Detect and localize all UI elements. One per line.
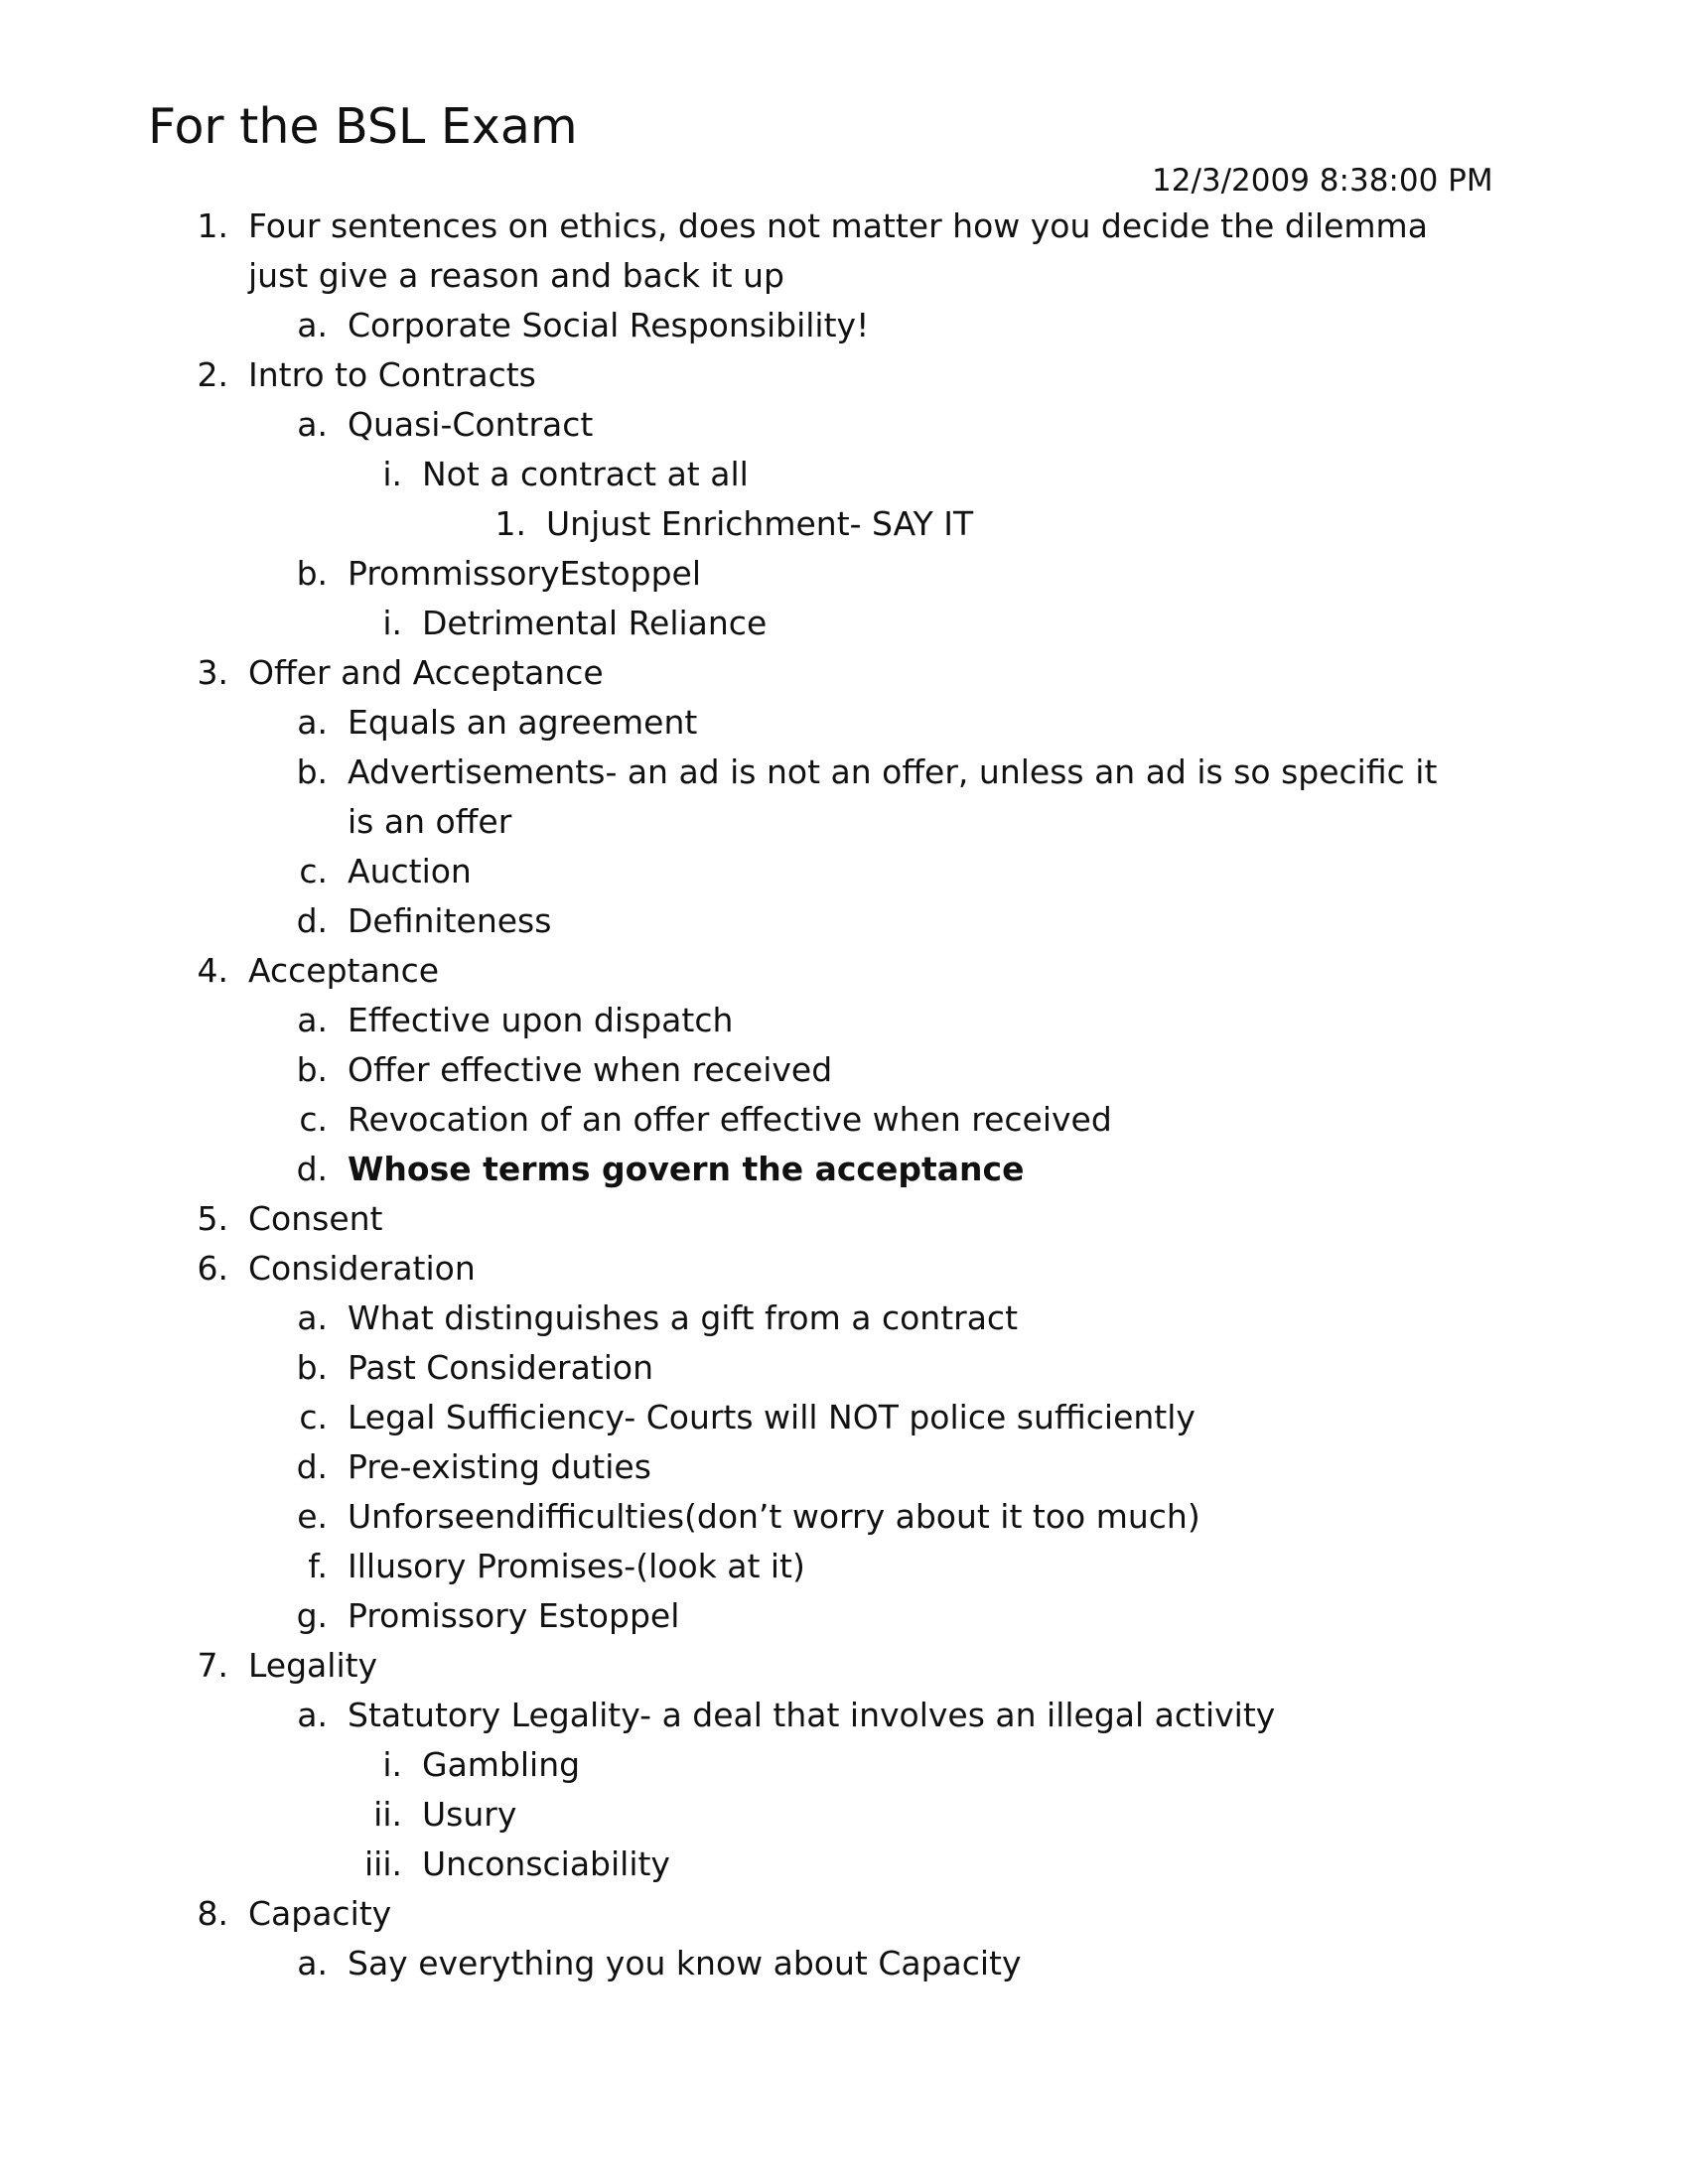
outline-item-text: Usury	[422, 1795, 517, 1834]
outline-item-text: Statutory Legality- a deal that involves an illegal activity	[348, 1696, 1276, 1734]
outline-item	[0, 1691, 1688, 1740]
outline-item	[0, 896, 1688, 946]
outline-item-marker: 8.	[197, 1894, 228, 1933]
outline-item-marker: iii.	[364, 1844, 402, 1883]
outline-item-marker: a.	[297, 1696, 328, 1734]
outline-item-marker: i.	[382, 604, 402, 642]
outline-item	[0, 748, 1688, 797]
outline-item	[0, 450, 1688, 499]
outline-list	[0, 202, 1688, 1988]
outline-item-text: Detrimental Reliance	[422, 604, 768, 642]
outline-item-text: Unconsciability	[422, 1844, 670, 1883]
outline-item	[0, 797, 1688, 847]
outline-item-text: Effective upon dispatch	[348, 1001, 734, 1039]
outline-item-text: Not a contract at all	[422, 455, 749, 493]
outline-item-text: Definiteness	[348, 901, 552, 940]
outline-item	[0, 1145, 1688, 1194]
outline-item-text: PrommissoryEstoppel	[348, 554, 702, 593]
outline-item-marker: c.	[299, 1100, 328, 1139]
outline-item	[0, 946, 1688, 996]
outline-item	[0, 549, 1688, 599]
outline-item	[0, 499, 1688, 549]
outline-item-marker: i.	[382, 455, 402, 493]
outline-item-marker: 5.	[197, 1199, 228, 1238]
outline-item-marker: b.	[296, 1050, 328, 1089]
outline-item-text: Say everything you know about Capacity	[348, 1944, 1022, 1982]
outline-item	[0, 1542, 1688, 1591]
outline-item	[0, 1492, 1688, 1542]
outline-item-marker: c.	[299, 1398, 328, 1436]
outline-item	[0, 996, 1688, 1045]
outline-item-marker: ii.	[373, 1795, 402, 1834]
outline-item-marker: 6.	[197, 1249, 228, 1288]
outline-item-marker: 1.	[494, 504, 526, 543]
outline-item	[0, 1591, 1688, 1641]
outline-item-marker: 4.	[197, 951, 228, 990]
outline-item-marker: 7.	[197, 1646, 228, 1685]
outline-item-text: Equals an agreement	[348, 703, 698, 742]
outline-item-marker: g.	[296, 1596, 328, 1635]
outline-item	[0, 1294, 1688, 1343]
outline-item	[0, 1840, 1688, 1889]
outline-item-text: is an offer	[348, 802, 512, 841]
outline-item	[0, 1939, 1688, 1988]
outline-item-text: Quasi-Contract	[348, 405, 594, 444]
outline-item-marker: a.	[297, 1001, 328, 1039]
outline-item-text: Consent	[248, 1199, 383, 1238]
document-timestamp: 12/3/2009 8:38:00 PM	[1152, 163, 1493, 199]
outline-item	[0, 350, 1688, 400]
outline-item	[0, 1641, 1688, 1691]
outline-item	[0, 1393, 1688, 1442]
outline-item-marker: a.	[297, 405, 328, 444]
outline-item-text: Offer effective when received	[348, 1050, 833, 1089]
outline-item-text: Pre-existing duties	[348, 1447, 651, 1486]
outline-item	[0, 1889, 1688, 1939]
outline-item	[0, 202, 1688, 251]
outline-item-marker: b.	[296, 752, 328, 791]
outline-item	[0, 1095, 1688, 1145]
outline-item-text: Whose terms govern the acceptance	[348, 1150, 1025, 1188]
outline-item	[0, 1790, 1688, 1840]
outline-item	[0, 400, 1688, 450]
outline-item-marker: f.	[308, 1547, 328, 1585]
outline-item-text: Acceptance	[248, 951, 440, 990]
outline-item-marker: d.	[296, 1447, 328, 1486]
outline-item-marker: b.	[296, 1348, 328, 1387]
outline-item-text: Intro to Contracts	[248, 355, 536, 394]
outline-item	[0, 1045, 1688, 1095]
outline-item	[0, 1194, 1688, 1244]
outline-item-text: Legality	[248, 1646, 378, 1685]
outline-item-text: Unforseendifficulties(don’t worry about it too much)	[348, 1497, 1200, 1536]
outline-item	[0, 1343, 1688, 1393]
outline-item	[0, 698, 1688, 748]
outline-item-text: Consideration	[248, 1249, 476, 1288]
outline-item	[0, 599, 1688, 648]
outline-item-text: Promissory Estoppel	[348, 1596, 680, 1635]
outline-item-marker: a.	[297, 1944, 328, 1982]
outline-item-marker: 2.	[197, 355, 228, 394]
outline-item-marker: a.	[297, 703, 328, 742]
outline-item-marker: e.	[297, 1497, 328, 1536]
outline-item-marker: 1.	[197, 206, 228, 245]
outline-item-marker: c.	[299, 852, 328, 890]
outline-item-text: Revocation of an offer effective when received	[348, 1100, 1112, 1139]
outline-item-marker: b.	[296, 554, 328, 593]
outline-item-text: What distinguishes a gift from a contract	[348, 1298, 1019, 1337]
outline-item-text: Illusory Promises-(look at it)	[348, 1547, 805, 1585]
outline-item-text: Corporate Social Responsibility!	[348, 306, 870, 344]
outline-item-text: Gambling	[422, 1745, 581, 1784]
outline-item	[0, 1740, 1688, 1790]
outline-item	[0, 1244, 1688, 1294]
outline-item	[0, 847, 1688, 896]
outline-item-text: Past Consideration	[348, 1348, 654, 1387]
outline-item-text: Auction	[348, 852, 472, 890]
outline-item	[0, 648, 1688, 698]
outline-item-marker: d.	[296, 901, 328, 940]
outline-item-marker: i.	[382, 1745, 402, 1784]
outline-item-text: Offer and Acceptance	[248, 653, 604, 692]
outline-item-text: Unjust Enrichment- SAY IT	[546, 504, 974, 543]
outline-item	[0, 251, 1688, 301]
outline-item-marker: d.	[296, 1150, 328, 1188]
outline-item-text: Legal Sufficiency- Courts will NOT police sufficiently	[348, 1398, 1196, 1436]
outline-item-marker: a.	[297, 1298, 328, 1337]
outline-item-text: Advertisements- an ad is not an offer, unless an ad is so specific it	[348, 752, 1438, 791]
outline-item	[0, 1442, 1688, 1492]
outline-item-text: Capacity	[248, 1894, 392, 1933]
outline-item-marker: 3.	[197, 653, 228, 692]
outline-item-text: Four sentences on ethics, does not matter how you decide the dilemma	[248, 206, 1428, 245]
outline-item-text: just give a reason and back it up	[248, 256, 784, 295]
outline-item	[0, 301, 1688, 350]
document-title: For the BSL Exam	[148, 98, 578, 155]
outline-item-marker: a.	[297, 306, 328, 344]
